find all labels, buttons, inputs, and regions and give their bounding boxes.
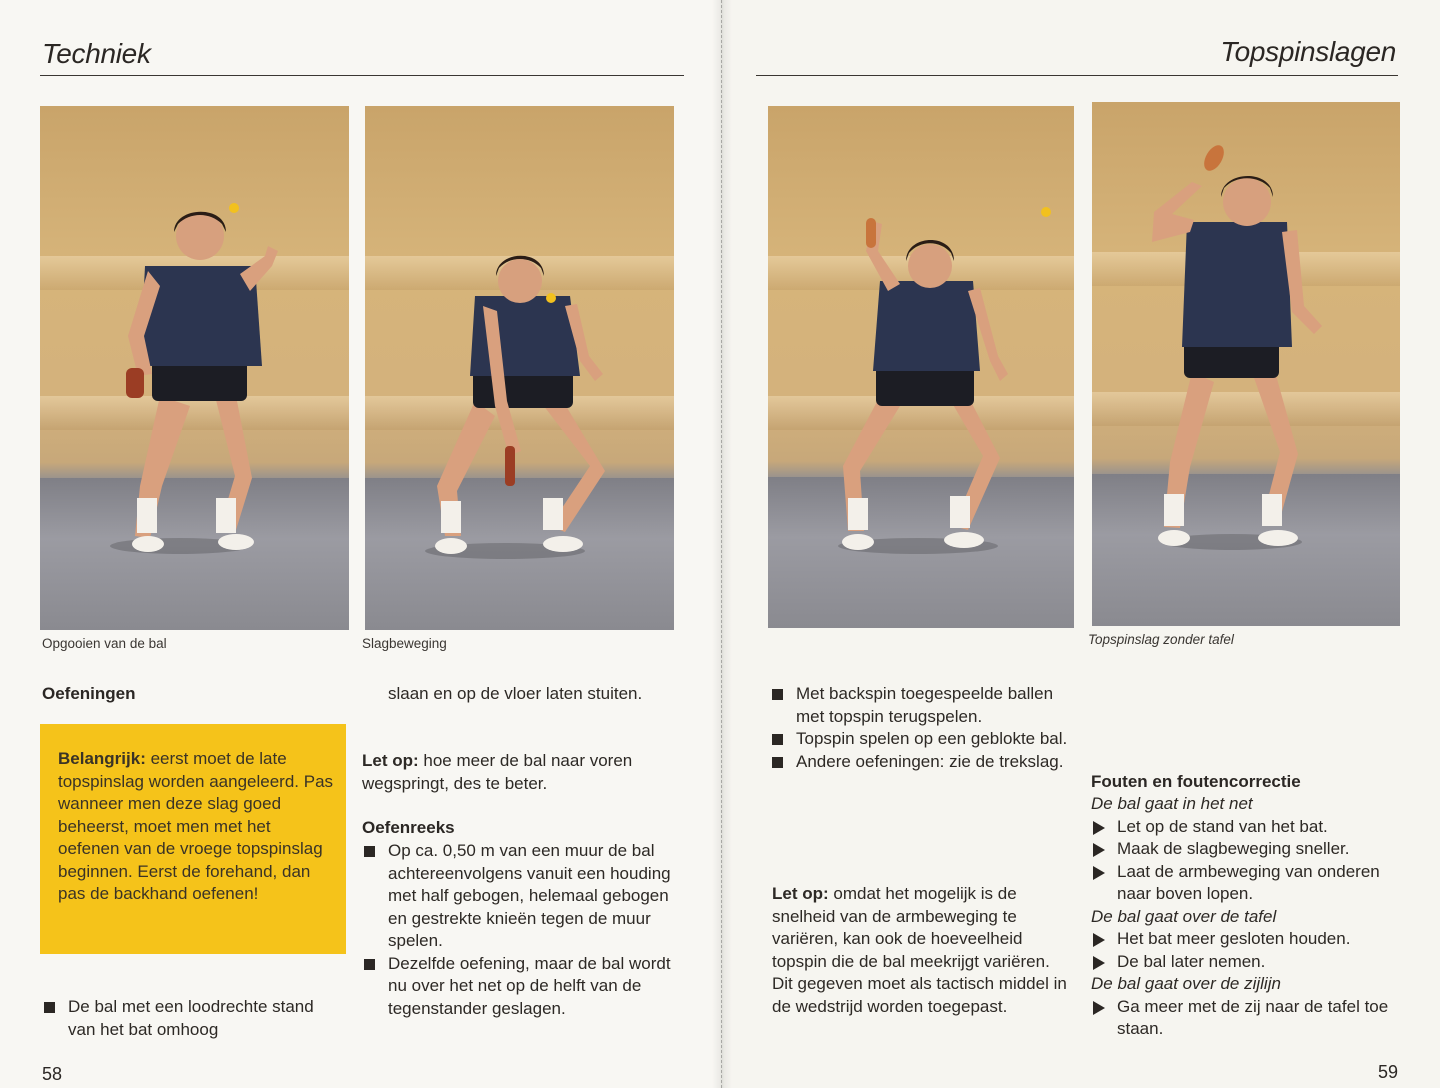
fouten-list: [1091, 793, 1401, 1041]
list-item: Het bat meer gesloten houden.: [1091, 928, 1401, 951]
square-bullet-icon: [44, 1002, 55, 1013]
photo-slagbeweging: [365, 106, 674, 630]
triangle-bullet-icon: [1093, 1001, 1105, 1015]
letop-bold: Let op:: [772, 884, 829, 903]
list-item: De bal later nemen.: [1091, 951, 1401, 974]
fouten-group-title: De bal gaat over de tafel: [1091, 906, 1277, 926]
important-callout: [40, 724, 346, 954]
header-rule: [756, 75, 1398, 76]
player-figure: [1092, 102, 1400, 626]
square-bullet-icon: [364, 959, 375, 970]
triangle-bullet-icon: [1093, 843, 1105, 857]
letop-body: hoe meer de bal naar voren wegspringt, des te beter.: [362, 751, 633, 793]
running-head-right: Topspinslagen: [1220, 36, 1396, 67]
list-item: Topspin spelen op een geblokte bal.: [770, 728, 1080, 751]
callout-body: eerst moet de late topspinslag worden aangeleerd. Pas wanneer men deze slag goed beheerst, moet men met het oefenen van de vroege topspinslag beginnen. Eerst de forehand, dan pas de backhand oefenen!: [58, 749, 334, 903]
right-bullet-list: [770, 683, 1080, 773]
running-head-left: Techniek: [42, 38, 151, 69]
list-item: De bal met een loodrechte stand van het bat omhoog: [42, 996, 342, 1041]
page-number-right: 59: [1377, 1062, 1398, 1082]
list-item: Ga meer met de zij naar de tafel toe staan.: [1091, 996, 1401, 1041]
fouten-heading: Fouten en foutencorrectie: [1091, 772, 1301, 791]
triangle-bullet-icon: [1093, 866, 1105, 880]
photo-caption-topspin: Topspinslag zonder tafel: [1088, 632, 1234, 647]
continuation-text: slaan en op de vloer laten stuiten.: [388, 684, 643, 703]
square-bullet-icon: [364, 846, 375, 857]
list-item: Laat de armbeweging van onderen naar boven lopen.: [1091, 861, 1401, 906]
list-item: Andere oefeningen: zie de trekslag.: [770, 751, 1080, 774]
player-figure: [40, 106, 349, 630]
page-number-left: 58: [42, 1064, 63, 1084]
square-bullet-icon: [772, 689, 783, 700]
left-bullet-list: [42, 996, 342, 1041]
photo-caption-1: Opgooien van de bal: [42, 636, 167, 651]
letop-bold: Let op:: [362, 751, 419, 770]
photo-caption-2: Slagbeweging: [362, 636, 447, 651]
list-item: Let op de stand van het bat.: [1091, 816, 1401, 839]
callout-text: [58, 748, 336, 906]
list-item: Dezelfde oefening, maar de bal wordt nu over het net op de helft van de tegenstander geslagen.: [362, 953, 672, 1021]
photo-topspin-2: [1092, 102, 1400, 626]
triangle-bullet-icon: [1093, 821, 1105, 835]
photo-opgooien: [40, 106, 349, 630]
list-item: Op ca. 0,50 m van een muur de bal achtereenvolgens vanuit een houding met half gebogen, helemaal gebogen en gestrekte knieën tegen de muur spelen.: [362, 840, 672, 953]
player-figure: [768, 106, 1074, 628]
oefenreeks-heading: Oefenreeks: [362, 818, 455, 837]
fouten-group-title: De bal gaat in het net: [1091, 794, 1253, 813]
letop-body: omdat het mogelijk is de snelheid van de armbeweging te variëren, kan ook de hoeveelheid topspin die de bal meekrijgt variëren. Dit gegeven moet als tactisch middel in de wedstrijd worden toegepast.: [772, 884, 1067, 1016]
triangle-bullet-icon: [1093, 933, 1105, 947]
header-rule: [40, 75, 684, 76]
oefenreeks-list: [362, 840, 672, 1020]
letop-note-right: [772, 883, 1072, 1018]
square-bullet-icon: [772, 757, 783, 768]
photo-topspin-1: [768, 106, 1074, 628]
letop-note-left: [362, 750, 672, 795]
right-page: [720, 0, 1440, 1088]
player-figure: [365, 106, 674, 630]
square-bullet-icon: [772, 734, 783, 745]
triangle-bullet-icon: [1093, 956, 1105, 970]
oefeningen-heading: Oefeningen: [42, 684, 136, 703]
gutter-fold: [721, 0, 722, 1088]
fouten-group-title: De bal gaat over de zijlijn: [1091, 974, 1281, 993]
list-item: Maak de slagbeweging sneller.: [1091, 838, 1401, 861]
callout-bold: Belangrijk:: [58, 749, 146, 768]
list-item: Met backspin toegespeelde ballen met topspin terugspelen.: [770, 683, 1080, 728]
book-gutter: [712, 0, 732, 1088]
